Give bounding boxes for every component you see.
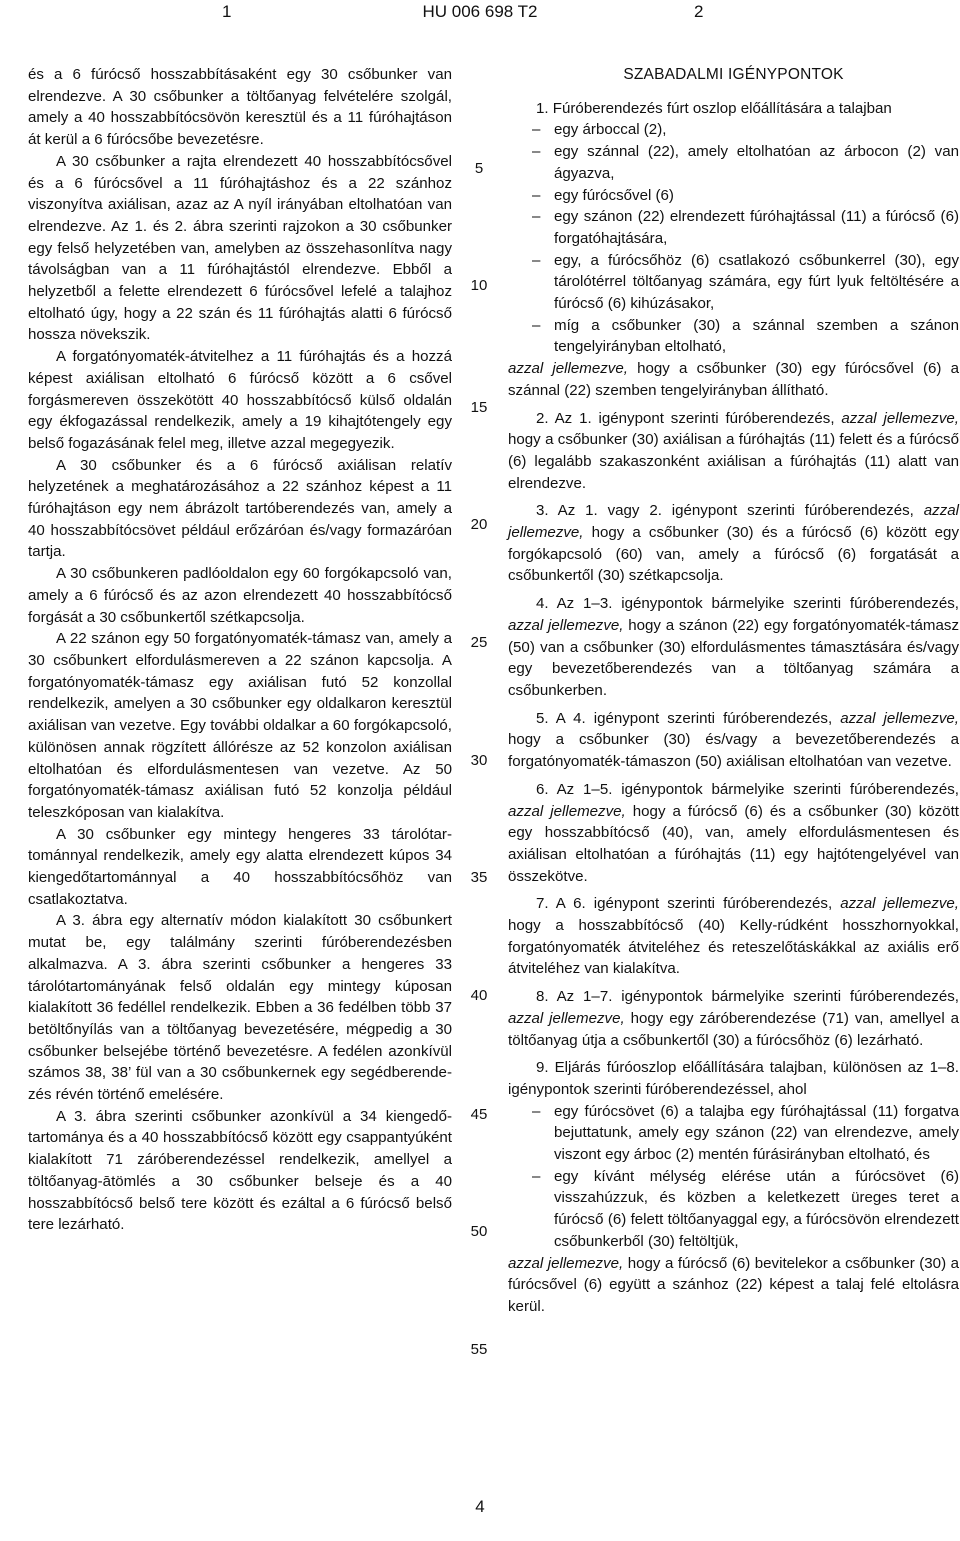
line-number: 25 [470, 634, 488, 651]
line-number: 50 [470, 1223, 488, 1240]
page-number-right: 2 [694, 2, 704, 21]
claim-text: hogy egy záróberendezése (71) van, amellyel a töltőanyag útja a csőbunkertől (30) a fúrócsőhöz (6) lezárható. [508, 1009, 959, 1049]
claim [508, 708, 959, 773]
paragraph: A 3. ábra egy alternatív módon kialakított 30 csőbunkert mutat be, egy találmány szerinti fúróberendezésben alkalmazva. A 3. ábra szerinti csőbunker a hengeres 33 tárolótartományának felső oldalán egy mintegy kúposan kialakított 36 fedéllel rendelkezik. Ebben a 36 fedélben több 37 betöltőnyílás van a töltőanyag bevezetésére, mégpedig a 30 csőbunker belsejébe történő bevezetésre. A fedélen azonkívül számos 38, 38’ fül van a 30 csőbunkernek egy segédberendezés révén történő emelésére. [28, 912, 452, 1104]
line-number: 10 [470, 277, 488, 294]
page-footer [0, 1497, 960, 1517]
claim-characterizing [508, 1253, 959, 1318]
claim-keyword: azzal jellemezve, [840, 895, 959, 913]
claim-text: hogy a csőbunker (30) axiálisan a fúróhajtás (11) felett és a fúrócső (6) legalább szakaszonként axiálisan a fúróhajtás (11) alatt van elrendezve. [508, 431, 959, 492]
claim-text: hogy a hosszabbítócső (40) Kelly-rúdként hosszhornyokkal, forgatónyomaték átviteléhez és reteszelőtáskákkal az axiális erő átviteléhez van kialakítva. [508, 917, 959, 978]
section-title: SZABADALMI IGÉNYPONTOK [623, 66, 844, 83]
claim-intro: 1. Fúróberendezés fúrt oszlop előállítására a talajban [536, 99, 892, 117]
claim-item: – egy árboccal (2), [508, 119, 959, 141]
footer-page-number: 4 [475, 1497, 485, 1516]
claim-text: hogy a fúrócső (6) és a csőbunker (30) között egy hosszabbítócső (40), van, amely elfordulásmentesen és axiálisan eltolhatóan a fúróhajtás (11) egy hajtótengelyével van összekötve. [508, 802, 959, 885]
paragraph: A 30 csőbunker egy mintegy hengeres 33 tárolótartománnyal rendelkezik, amely egy alatta elrendezett kúpos 34 kiengedőtartománnyal a 40 hosszabbítócsőhöz van csatlakoztatva. [28, 825, 452, 908]
paragraph: és a 6 fúrócső hosszabbításaként egy 30 csőbunker van elrendezve. A 30 csőbunker a töltőanyag felvételére szolgál, amely a 40 hosszabbítócsövön keresztül és a 11 fúróhajtáson át kerül a 6 fúrócsőbe bevezetésre. [28, 66, 452, 149]
claim-item: – egy szánnal (22), amely eltolhatóan az árbocon (2) van ágyazva, [508, 141, 959, 184]
claim-text: 4. Az 1–3. igénypontok bármelyike szerinti fúróberendezés, [536, 595, 959, 613]
claim-text: 5. A 4. igénypont szerinti fúróberendezés, [536, 709, 841, 727]
claim-keyword: azzal jellemezve, [508, 1254, 624, 1272]
right-column [508, 64, 959, 1318]
claim-text: hogy a fúrócső (6) bevitelekor a csőbunker (30) a fúrócsővel (6) együtt a szánhoz (22) képest a talaj felé eltolásra kerül. [508, 1254, 959, 1315]
document-number: HU 006 698 T2 [422, 2, 538, 21]
line-number: 45 [470, 1106, 488, 1123]
claim-text: hogy a szánon (22) egy forgatónyomaték-támasz (50) van a csőbunker (30) elfordulásmentes támasztására és/vagy egy bevezetőberendezés van a töltőanyag számára a csőbunkerben. [508, 616, 959, 699]
line-number: 20 [470, 516, 488, 533]
claim-text: 2. Az 1. igénypont szerinti fúróberendezés, [536, 409, 842, 427]
claim [508, 779, 959, 888]
claim-item: – egy szánon (22) elrendezett fúróhajtással (11) a fúrócső (6) forgatóhajtására, [508, 206, 959, 249]
claim-intro: 9. Eljárás fúróoszlop előállítására talajban, különösen az 1–8. igénypontok szerinti fúróberendezéssel, ahol [508, 1059, 959, 1098]
line-number: 15 [470, 399, 488, 416]
claim-keyword: azzal jellemezve, [841, 409, 959, 427]
claim-text: 6. Az 1–5. igénypontok bármelyike szerinti fúróberendezés, [536, 780, 959, 798]
claim [508, 408, 959, 495]
paragraph: A 30 csőbunker és a 6 fúrócső axiálisan relatív helyzetének a meghatározásához a 22 szánhoz képest a 11 fúróhajtáson egy nem ábrázolt tartóberendezés van, amely a 40 hosszabbítócsövet például erőzáróan és/vagy formazáróan tartja. [28, 456, 452, 561]
claim-keyword: azzal jellemezve, [508, 360, 628, 378]
line-number: 5 [474, 160, 484, 177]
claim-keyword: azzal jellemezve, [508, 502, 959, 542]
claim-item: – míg a csőbunker (30) a szánnal szemben a szánon tengelyirányban eltolható, [508, 315, 959, 358]
paragraph: A 3. ábra szerinti csőbunker azonkívül a 34 kiengedőtartománya és a 40 hosszabbítócső között egy csappantyúként kialakított 71 záróberendezéssel rendelkezik, amellyel a töltőanyag-ātömlés a 30 csőbunker belseje és a 40 hosszabbítócső belső tere között és ezáltal a 6 fúrócső belső tere lezárható. [28, 1107, 452, 1234]
claim-text: 8. Az 1–7. igénypontok bármelyike szerinti fúróberendezés, [536, 988, 959, 1006]
claim-item: – egy, a fúrócsőhöz (6) csatlakozó csőbunkerrel (30), egy tárolótérrel töltőanyag számára, egy fúrt lyuk feltöltésére a fúrócső (6) kihúzásakor, [508, 250, 959, 315]
page-header [0, 0, 960, 30]
paragraph: A 30 csőbunkeren padlóoldalon egy 60 forgókapcsoló van, amely a 6 fúrócső és az azon elrendezett 40 hosszabbítócső forgását a 30 csőbunkertől szétkapcsolja. [28, 565, 452, 626]
claim-keyword: azzal jellemezve, [508, 1009, 625, 1027]
claim [508, 893, 959, 980]
claim [508, 986, 959, 1051]
page-number-left: 1 [222, 2, 232, 21]
paragraph: A 30 csőbunker a rajta elrendezett 40 hosszabbítócsővel és a 6 fúrócsővel a 11 fúróhajtáshoz és a 22 szánhoz viszonyítva axiálisan, azaz az A nyíl irányában eltolhatóan van elrendezve. Az 1. és 2. ábra szerinti rajzokon a 30 csőbunker egy felső helyzetében van, amelyben az összehasonlítva nagy távolságban van a 11 fúróhajtástól elrendezve. Ebből a helyzetből a felette elrendezett 6 fúrócsővel lefelé a talajhoz eltolható úgy, hogy a 22 szán és 11 fúróhajtás alatti 6 fúrócső hossza növekszik. [28, 152, 452, 344]
claim-text: 7. A 6. igénypont szerinti fúróberendezés, [536, 895, 841, 913]
claim-text: hogy a csőbunker (30) egy fúrócsővel (6) a szánnal (22) szemben tengelyirányban állítható. [508, 360, 959, 399]
paragraph: A 22 szánon egy 50 forgatónyomaték-támasz van, amely a 30 csőbunkert elfordulásmereven a 22 szánon kapcsolja. A forgatónyomaték-támasz egy axiálisan futó 52 konzollal rendelkezik, amelyen a 30 csőbunker egy oldalkaron keresztül axiálisan van vezetve. Egy további oldalkar a 60 forgókapcsoló, különösen annak rögzített állórésze az 52 konzolon axiálisan eltolhatóan és elfordulásmentesen van vezetve. Az 50 forgatónyomaték-támasz axiálisan futó 52 konzolja például teleszkóposan van kialakítva. [28, 630, 452, 821]
claim-keyword: azzal jellemezve, [508, 802, 626, 820]
claim [508, 500, 959, 587]
claim-item: – egy kívánt mélység elérése után a fúrócsövet (6) visszahúzzuk, és közben a keletkezett üreges teret a fúrócső (6) felett töltőanyaggal egy, a fúrócsövön elrendezett csőbunkerből (30) feltöltjük, [508, 1166, 959, 1253]
line-number: 40 [470, 987, 488, 1004]
paragraph: A forgatónyomaték-átvitelhez a 11 fúróhajtás és a hozzá képest axiálisan eltolható 6 fúrócső között a 6 csővel forgásmereven összekötött 40 hosszabbítócső külső oldalán egy ékfogazással rendelkezik, amely a 19 kihajtótengely egy belső fogazásának felel meg, illetve azzal megegyezik. [28, 348, 452, 452]
line-number: 55 [470, 1341, 488, 1358]
claim-text: hogy a csőbunker (30) és a fúrócső (6) között egy forgókapcsoló (60) van, amely a fúrócső (6) forgatását a csőbunkertől (30) szétkapcsolja. [508, 524, 959, 585]
left-column [28, 64, 452, 1236]
line-number: 30 [470, 752, 488, 769]
claim-item: – egy fúrócsővel (6) [508, 185, 959, 207]
claim-keyword: azzal jellemezve, [508, 616, 624, 634]
claim-item: – egy fúrócsövet (6) a talajba egy fúróhajtással (11) forgatva bejuttatunk, amely egy szánon (22) van elrendezve, amely viszont egy árboc (2) mentén fúrásirányban eltolható, és [508, 1101, 959, 1166]
claim-characterizing [508, 358, 959, 401]
claim [508, 593, 959, 702]
claim-text: hogy a csőbunker (30) és/vagy a bevezetőberendezés a forgatónyomaték-támaszon (50) axiálisan eltolhatóan van vezetve. [508, 731, 959, 771]
line-number: 35 [470, 869, 488, 886]
claim-text: 3. Az 1. vagy 2. igénypont szerinti fúróberendezés, [536, 502, 924, 520]
claim-keyword: azzal jellemezve, [840, 709, 959, 727]
